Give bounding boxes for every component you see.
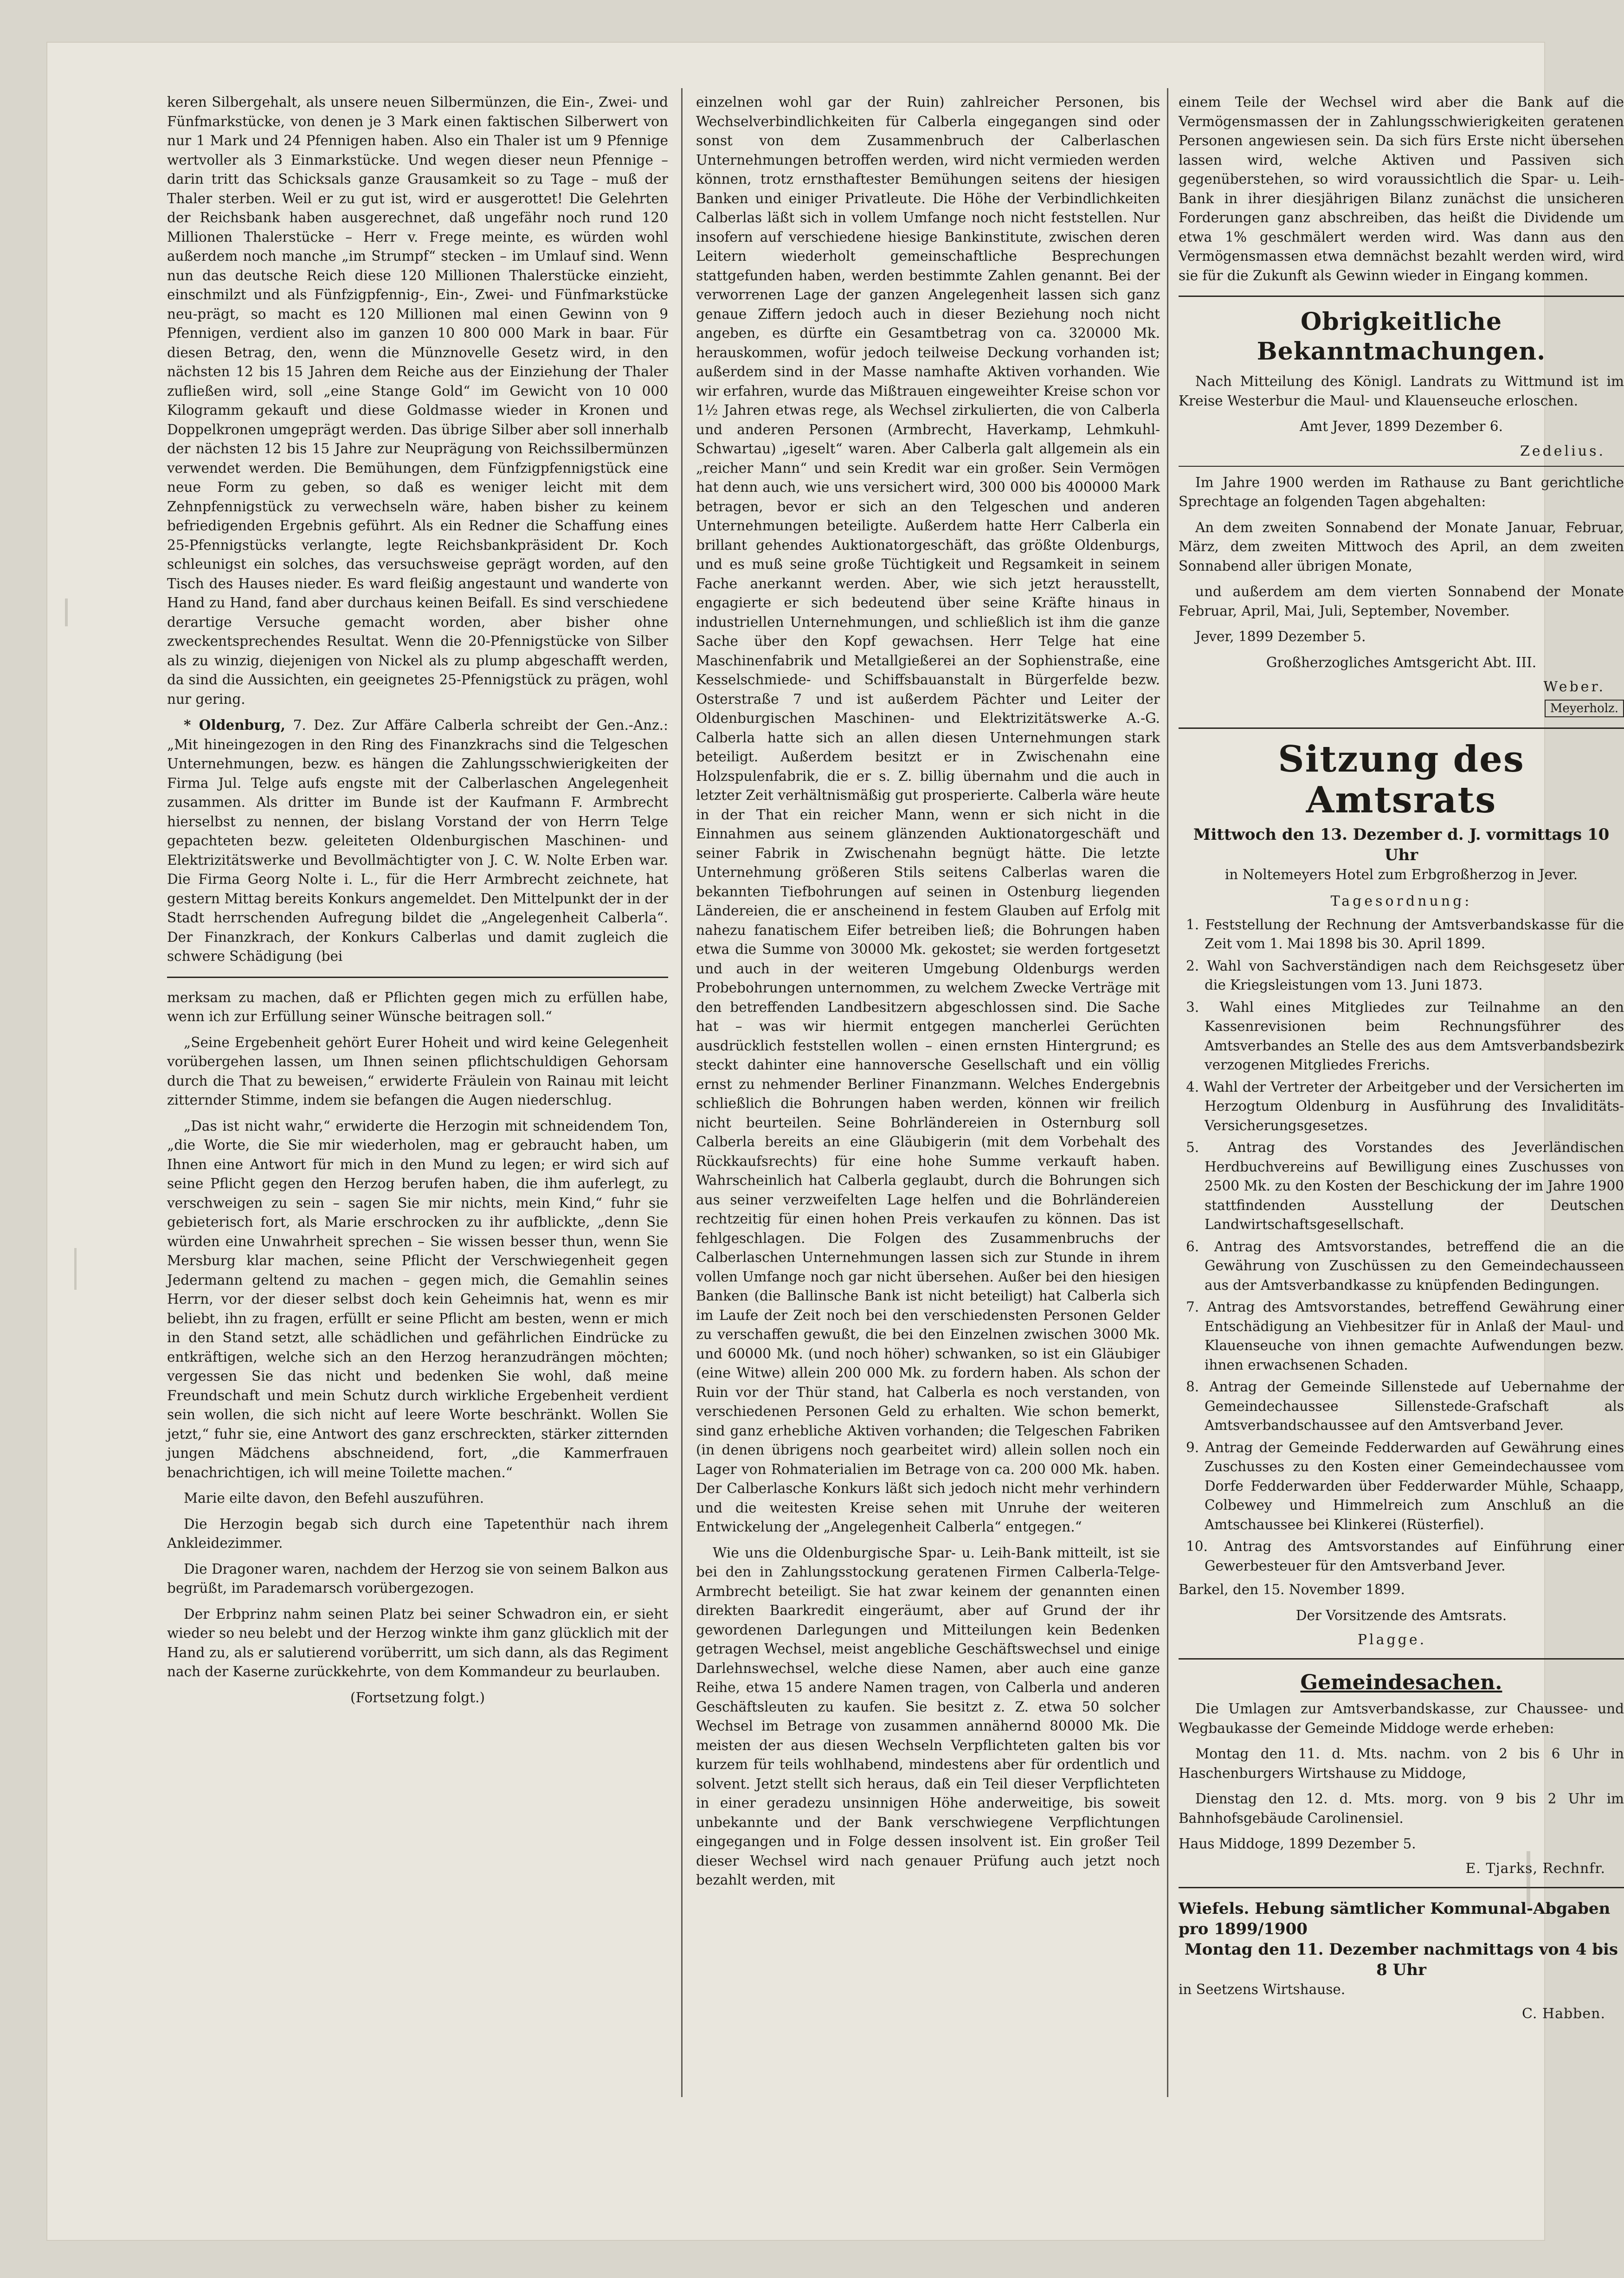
agenda-heading: Tagesordnung: xyxy=(1330,893,1472,909)
continuation-note: (Fortsetzung folgt.) xyxy=(350,1689,485,1705)
column-2 xyxy=(696,93,1160,1897)
newspaper-page xyxy=(46,42,1624,2241)
agenda-item: 9. Antrag der Gemeinde Fedderwarden auf Gewährung eines Zuschusses zu den Kosten einer Gemeindechaussee vom Dorfe Fedderwarden über Fedderwarder Mühle, Schaapp, Colbewey und Himmelreich zum Anschluß an die Amtschaussee bei Klinkerei (Rüsterfiel). xyxy=(1186,1439,1624,1532)
agenda-item: 10. Antrag des Amtsvorstandes auf Einführung einer Gewerbesteuer für den Amtsverband Jever. xyxy=(1186,1538,1624,1574)
gemeinde-text: Die Umlagen zur Amtsverbandskasse, zur Chaussee- und Wegbaukasse der Gemeinde Middoge werde erheben: xyxy=(1179,1701,1624,1736)
session-signature: Plagge. xyxy=(1357,1632,1427,1648)
gemeinde-text: Montag den 11. d. Mts. nachm. von 2 bis 6 Uhr in Haschenburgers Wirtshause zu Middoge, xyxy=(1179,1746,1624,1781)
notice-date: Jever, 1899 Dezember 5. xyxy=(1195,629,1366,644)
section-divider xyxy=(167,977,668,978)
column-rule xyxy=(1167,88,1168,2097)
agenda-item: 3. Wahl eines Mitgliedes zur Teilnahme an den Kassenrevisionen beim Rechnungsführer des Amtsverbandes an Stelle des aus dem Amtsverbandsbezirk verzogenen Mitgliedes Frerichs. xyxy=(1186,999,1624,1073)
gemeinde-signature: E. Tjarks, Rechnfr. xyxy=(1465,1860,1605,1877)
notice-text: Nach Mitteilung des Königl. Landrats zu Wittmund ist im Kreise Westerbur die Maul- und Klauenseuche erloschen. xyxy=(1179,373,1624,409)
article-paragraph: einem Teile der Wechsel wird aber die Bank auf die Vermögensmassen der in Zahlungsschwierigkeiten geratenen Personen angewiesen sein. Da sich fürs Erste nicht übersehen lassen wird, welche Aktiven und Passiven sich gegenüberstehen, so wird voraussichtlich die Spar- u. Leih-Bank in ihrer diesjährigen Bilanz zunächst die unsicheren Forderungen ganz abschreiben, das heißt die Dividende um etwa 1% geschmälert werden wird. Was dann aus den Vermögensmassen etwa demnächst bezahlt werden wird, wird sie für die Zukunft als Gewinn wieder in Eingang kommen. xyxy=(1179,94,1624,283)
agenda-item: 2. Wahl von Sachverständigen nach dem Reichsgesetz über die Kriegsleistungen vom 13. Juni 1873. xyxy=(1186,958,1624,993)
notice-signature: Weber. xyxy=(1543,679,1605,695)
paper-speck xyxy=(65,598,68,626)
serial-paragraph: Die Herzogin begab sich durch eine Tapetenthür nach ihrem Ankleidezimmer. xyxy=(167,1516,668,1551)
session-chair: Der Vorsitzende des Amtsrats. xyxy=(1295,1607,1507,1623)
agenda-item: 6. Antrag des Amtsvorstandes, betreffend die an die Gewährung von Zuschüssen zu den Gemeindechausseen aus der Amtsverbandkasse zu knüpfenden Bedingungen. xyxy=(1186,1238,1624,1293)
section-divider xyxy=(1179,296,1624,297)
agenda-item: 4. Wahl der Vertreter der Arbeitgeber und der Versicherten im Herzogtum Oldenburg in Ausführung des Invaliditäts-Versicherungsgesetzes. xyxy=(1186,1079,1624,1133)
gemeinde-text: Dienstag den 12. d. Mts. morg. von 9 bis 2 Uhr im Bahnhofsgebäude Carolinensiel. xyxy=(1179,1791,1624,1826)
wiefels-datetime: Montag den 11. Dezember nachmittags von 4 bis 8 Uhr xyxy=(1184,1940,1618,1979)
article-byline: * Oldenburg, xyxy=(184,717,286,733)
serial-paragraph: Der Erbprinz nahm seinen Platz bei seiner Schwadron ein, er sieht wieder so neu belebt und der Herzog winkte ihm ganz glücklich mit der Hand zu, als er salutierend vorüberritt, um sich dann, als das Regiment nach der Kaserne zurückkehrte, von dem Kommandeur zu beurlauben. xyxy=(167,1606,668,1680)
section-divider xyxy=(1179,1658,1624,1660)
article-paragraph: Wie uns die Oldenburgische Spar- u. Leih-Bank mitteilt, ist sie bei den in Zahlungsstockung geratenen Firmen Calberla-Telge-Armbrecht beteiligt. Sie hat zwar keinem der genannten einen direkten Baarkredit eingeräumt, aber auf Grund der ihr gewordenen Darlegungen und Mitteilungen kein Bedenken getragen Wechsel, meist angebliche Geschäftswechsel und einige Darlehnswechsel, welche diese Namen, aber auch eine ganze Reihe, etwa 15 andere Namen tragen, von Calberla und anderen Geschäftsleuten zu kaufen. Sie besitzt z. Z. etwa 50 solcher Wechsel im Betrage von zusammen annähernd 80000 Mk. Die meisten der aus diesen Wechseln Verpflichteten galten bis vor kurzem für teils wohlhabend, mindestens aber für ordentlich und solvent. Jetzt stellt sich heraus, daß ein Teil dieser Verpflichteten in einer geradezu unsinnigen Höhe anderweitige, bis soweit unbekannte und der Bank verschwiegene Verpflichtungen eingegangen und in Folge dessen insolvent ist. Ein großer Teil dieser Wechsel wird nach genauer Prüfung auch jetzt noch bezahlt werden, mit xyxy=(696,1544,1160,1888)
printer-stamp: Meyerholz. xyxy=(1545,700,1624,717)
article-paragraph: 7. Dez. Zur Affäre Calberla schreibt der Gen.-Anz.: „Mit hineingezogen in den Ring des Finanzkrachs sind die Telgeschen Unternehmungen, bezw. es hängen die Zahlungsschwierigkeiten der Firma Jul. Telge aufs engste mit der Calberlaschen Angelegenheit zusammen. Als dritter im Bunde ist der Kaufmann F. Armbrecht hierselbst zu nennen, der bislang Vorstand der von Herrn Telge gepachteten bezw. geleiteten Oldenburgischen Maschinen- und Elektrizitätswerke und Bevollmächtigter von J. C. W. Nolte Erben war. Die Firma Georg Nolte i. L., für die Herr Armbrecht zeichnete, hat gestern Mittag bereits Konkurs angemeldet. Den Mittelpunkt der in der Stadt herrschenden Aufregung bildet die „Angelegenheit Calberla“. Der Finanzkrach, der Konkurs Calberlas und damit zugleich die schwere Schädigung (bei xyxy=(167,717,668,964)
notice-text: Im Jahre 1900 werden im Rathause zu Bant gerichtliche Sprechtage an folgenden Tagen abgehalten: xyxy=(1179,474,1624,509)
section-divider xyxy=(1179,466,1624,467)
gemeinde-date: Haus Middoge, 1899 Dezember 5. xyxy=(1179,1836,1416,1852)
wiefels-heading: Wiefels. Hebung sämtlicher Kommunal-Abgaben pro 1899/1900 xyxy=(1179,1899,1611,1938)
column-rule xyxy=(681,88,683,2097)
wiefels-signature: C. Habben. xyxy=(1521,2006,1605,2022)
session-heading: Sitzung des Amtsrats xyxy=(1278,738,1525,821)
article-paragraph: einzelnen wohl gar der Ruin) zahlreicher Personen, bis Wechselverbindlichkeiten für Calberla eingegangen sind oder sonst von dem Zusammenbruch der Calberlaschen Unternehmungen betroffen werden, wird nicht vermieden werden können, trotz ernsthaftester Bemühungen seitens der hiesigen Banken und einiger Privatleute. Die Höhe der Verbindlichkeiten Calberlas läßt sich in vollem Umfange noch nicht feststellen. Nur insofern auf verschiedene hiesige Bankinstitute, zwischen deren Leitern wiederholt gemeinschaftliche Besprechungen stattgefunden haben, werden bestimmte Zahlen genannt. Bei der verworrenen Lage der ganzen Angelegenheit lassen sich ganz genaue Ziffern jedoch auch in dieser Beziehung noch nicht angeben, es dürfte ein Gesamtbetrag von ca. 320000 Mk. herauskommen, wofür jedoch teilweise Deckung vorhanden ist; außerdem sind in der Masse namhafte Aktiven vorhanden. Wie wir erfahren, wurde das Mißtrauen eingeweihter Kreise schon vor 1½ Jahren etwas rege, als Wechsel zirkulierten, die von Calberla und anderen Personen (Armbrecht, Haverkamp, Lehmkuhl-Schwartau) „igeselt“ waren. Aber Calberla galt allgemein als ein „reicher Mann“ und sein Kredit war ein großer. Sein Vermögen hat denn auch, wie uns versichert wird, 300 000 bis 400000 Mark betragen, bevor er sich an den Telgeschen und anderen Unternehmungen beteiligte. Außerdem hatte Herr Calberla ein brillant gehendes Auktionatorgeschäft, das größte Oldenburgs, und es muß seine große Tüchtigkeit und Regsamkeit in seinem Fache anerkannt werden. Aber, wie sich jetzt herausstellt, engagierte er sich bedeutend über seine Kräfte hinaus in industriellen Unternehmungen, und schließlich ist ihm die ganze Sache über den Kopf gewachsen. Herr Telge hat eine Maschinenfabrik und Metallgießerei an der Sophienstraße, eine Kesselschmiede- und Schiffsbauanstalt in Bürgerfelde bezw. Osterstraße 7 und ist außerdem Pächter und Leiter der Oldenburgischen Maschinen- und Elektrizitätswerke A.-G. Calberla hatte sich an allen diesen Unternehmungen stark beteiligt. Außerdem besitzt er in Zwischenahn eine Holzspulenfabrik, die er s. Z. billig übernahm und die auch in letzter Zeit verhältnismäßig gut prosperierte. Calberla wäre heute in der That ein reicher Mann, wenn er sich nicht in die Einnahmen aus seinem glänzenden Auktionatorgeschäft und seiner Fabrik in Zwischenahn begnügt hätte. Die letzte Unternehmung größeren Stils seitens Calberlas waren die bekannten Tiefbohrungen auf seinen in Ostenburg liegenden Ländereien, die er anscheinend in festem Glauben auf Erfolg mit nahezu fanatischem Eifer betreiben ließ; die Bohrungen haben etwa die Summe von 30000 Mk. gekostet; sie werden fortgesetzt und auch in der weiteren Umgebung Oldenburgs werden Probebohrungen unternommen, zu welchem Zwecke Verträge mit den betreffenden Landbesitzern abgeschlossen sind. Die Sache hat – was wir hiermit entgegen mancherlei Gerüchten ausdrücklich feststellen wollen – einen ernsten Hintergrund; es steckt dahinter eine hannoversche Gesellschaft und ein völlig ernst zu nehmender Berliner Finanzmann. Welches Endergebnis schließlich die Bohrungen haben werden, können wir freilich nicht beurteilen. Seine Bohrländereien in Osternburg soll Calberla bereits an eine Gläubigerin (mit dem Vorbehalt des Rückkaufsrechts) für eine hohe Summe verkauft haben. Wahrscheinlich hat Calberla geglaubt, durch die Bohrungen sich aus seiner verzweifelten Lage helfen und die Bohrländereien rechtzeitig für einen hohen Preis verkaufen zu können. Das ist fehlgeschlagen. Die Folgen des Zusammenbruchs der Calberlaschen Unternehmungen lassen sich zur Stunde in ihrem vollen Umfange noch gar nicht übersehen. Außer bei den hiesigen Banken (die Ballinsche Bank ist nicht beteiligt) hat Calberla sich im Laufe der Zeit noch bei den verschiedensten Personen Gelder zu verschaffen gewußt, die bei den Einzelnen zwischen 3000 Mk. und 60000 Mk. (und noch höher) schwanken, so ist ein Gläubiger (eine Witwe) allein 200 000 Mk. zu fordern haben. Als schon der Ruin vor der Thür stand, hat Calberla es noch verstanden, von verschiedenen Personen Geld zu erhalten. Wie schon bemerkt, sind ganz erhebliche Aktiven vorhanden; die Telgeschen Fabriken (in denen übrigens noch gearbeitet wird) allein sollen noch ein Lager von Rohmaterialien im Betrage von ca. 200 000 Mk. haben. Der Calberlasche Konkurs läßt sich jedoch nicht mehr verhindern und die weitesten Kreise sehen mit Unruhe der weiteren Entwickelung der „Angelegenheit Calberla“ entgegen.“ xyxy=(696,94,1160,1535)
gemeinde-heading: Gemeindesachen. xyxy=(1300,1671,1502,1694)
session-datetime: Mittwoch den 13. Dezember d. J. vormittags 10 Uhr xyxy=(1193,825,1610,864)
notice-court: Großherzogliches Amtsgericht Abt. III. xyxy=(1266,654,1537,670)
serial-paragraph: Marie eilte davon, den Befehl auszuführen. xyxy=(184,1490,484,1506)
agenda-item: 5. Antrag des Vorstandes des Jeverländischen Herdbuchvereins auf Bewilligung eines Zuschusses von 2500 Mk. zu den Kosten der Beschickung der im Jahre 1900 stattfindenden Ausstellung der Deutschen Landwirtschaftsgesellschaft. xyxy=(1186,1139,1624,1232)
serial-paragraph: merksam zu machen, daß er Pflichten gegen mich zu erfüllen habe, wenn ich zur Erfüllung seiner Wünsche beitragen soll.“ xyxy=(167,989,668,1024)
paper-speck xyxy=(74,1248,77,1290)
notice-signature: Zedelius. xyxy=(1520,443,1605,459)
notice-text: An dem zweiten Sonnabend der Monate Januar, Februar, März, dem zweiten Mittwoch des April, an dem zweiten Sonnabend aller übrigen Monate, xyxy=(1179,519,1624,574)
column-1 xyxy=(167,93,668,1714)
agenda-item: 7. Antrag des Amtsvorstandes, betreffend Gewährung einer Entschädigung an Viehbesitzer für in Anlaß der Maul- und Klauenseuche von ihnen gemachte Aufwendungen bezw. ihnen erwachsenen Schaden. xyxy=(1186,1299,1624,1373)
column-3 xyxy=(1179,93,1624,2027)
notices-heading: Obrigkeitliche Bekanntmachungen. xyxy=(1257,308,1546,366)
session-location: in Noltemeyers Hotel zum Erbgroßherzog in Jever. xyxy=(1224,867,1578,882)
session-date: Barkel, den 15. November 1899. xyxy=(1179,1582,1405,1597)
paper-speck xyxy=(1527,1851,1530,1907)
agenda-item: 8. Antrag der Gemeinde Sillenstede auf Uebernahme der Gemeindechaussee Sillenstede-Grafschaft als Amtsverbandschaussee auf den Amtsverband Jever. xyxy=(1186,1379,1624,1433)
section-divider xyxy=(1179,727,1624,729)
section-divider xyxy=(1179,1887,1624,1888)
agenda-list xyxy=(1179,915,1624,1576)
notice-date: Amt Jever, 1899 Dezember 6. xyxy=(1299,418,1503,434)
serial-paragraph: „Seine Ergebenheit gehört Eurer Hoheit und wird keine Gelegenheit vorübergehen lassen, um Ihnen seinen pflichtschuldigen Gehorsam durch die That zu beweisen,“ erwiderte Fräulein von Rainau mit leicht zitternder Stimme, indem sie befangen die Augen niederschlug. xyxy=(167,1034,668,1108)
notice-text: und außerdem am dem vierten Sonnabend der Monate Februar, April, Mai, Juli, September, November. xyxy=(1179,584,1624,619)
serial-paragraph: Die Dragoner waren, nachdem der Herzog sie von seinem Balkon aus begrüßt, im Parademarsch vorübergezogen. xyxy=(167,1561,668,1596)
article-paragraph: keren Silbergehalt, als unsere neuen Silbermünzen, die Ein-, Zwei- und Fünfmarkstücke, von denen je 3 Mark einen faktischen Silberwert von nur 1 Mark und 24 Pfennigen haben. Also ein Thaler ist um 9 Pfennige wertvoller als 3 Einmarkstücke. Und wegen dieser neun Pfennige – darin tritt das Schicksals ganze Grausamkeit so zu Tage – muß der Thaler sterben. Weil er zu gut ist, wird er ausgerottet! Die Gelehrten der Reichsbank haben ausgerechnet, daß ungefähr noch rund 120 Millionen Thalerstücke – Herr v. Frege meinte, es würden wohl außerdem noch manche „im Strumpf“ stecken – im Umlauf sind. Wenn nun das deutsche Reich diese 120 Millionen Thalerstücke einzieht, einschmilzt und als Fünfzigpfennig-, Ein-, Zwei- und Fünfmarkstücke neu-prägt, so macht es 120 Millionen mal einen Gewinn von 9 Pfennigen, verdient also im ganzen 10 800 000 Mark in baar. Für diesen Betrag, den, wenn die Münznovelle Gesetz wird, in den nächsten 12 bis 15 Jahren dem Reiche aus der Einziehung der Thaler zufließen wird, soll „eine Stange Gold“ im Gewicht von 10 000 Kilogramm gekauft und diese Goldmasse wieder in Kronen und Doppelkronen umgeprägt werden. Das übrige Silber aber soll innerhalb der nächsten 12 bis 15 Jahre zur Neuprägung von Reichssilbermünzen verwendet werden. Die Bemühungen, dem Fünfzigpfennigstück eine neue Form zu geben, so daß es weniger leicht mit dem Zehnpfennigstück zu verwechseln wäre, haben bisher zu keinem befriedigenden Ergebnis geführt. Als ein Redner die Schaffung eines 25-Pfennigstücks verlangte, legte Reichsbankpräsident Dr. Koch schleunigst ein solches, das versuchsweise geprägt worden, auf den Tisch des Hauses nieder. Es ward fleißig angestaunt und wanderte von Hand zu Hand, fand aber durchaus keinen Beifall. Es sind verschiedene derartige Versuche gemacht worden, aber bisher ohne zweckentsprechendes Resultat. Wenn die 20-Pfennigstücke von Silber als zu winzig, diejenigen von Nickel als zu plump abgeschafft werden, da sind die Aussichten, ein geeignetes 25-Pfennigstück zu prägen, wohl nur gering. xyxy=(167,94,668,707)
serial-paragraph: „Das ist nicht wahr,“ erwiderte die Herzogin mit schneidendem Ton, „die Worte, die Sie mir wiederholen, mag er gebraucht haben, um Ihnen eine Antwort für mich in den Mund zu legen; er wird sich auf seine Pflicht gegen den Herzog berufen haben, die ihm auferlegt, zu verschweigen zu sein – sagen Sie mir nichts, mein Kind,“ fuhr sie gebieterisch fort, als Marie erschrocken zu ihr aufblickte, „denn Sie würden eine Unwahrheit sprechen – Sie wissen besser thun, wenn Sie Mersburg klar machen, seine Pflicht der Verschwiegenheit gegen Jedermann geltend zu machen – gegen mich, die Gemahlin seines Herrn, vor der dieser selbst doch kein Geheimnis hat, wenn es mir beliebt, ihn zu fragen, erfüllt er seine Pflicht am besten, wenn er mich in den Stand setzt, alle schädlichen und gefährlichen Eindrücke zu entkräftigen, welche sich an den Herzog heranzudrängen möchten; vergessen Sie das nicht und bedenken Sie wohl, daß meine Freundschaft und mein Schutz durch wirkliche Ergebenheit verdient sein wollen, die sich nicht auf leere Worte beschränkt. Wollen Sie jetzt,“ fuhr sie, eine Antwort des ganz erschreckten, stärker zitternden jungen Mädchens abschneidend, fort, „die Kammerfrauen benachrichtigen, ich will meine Toilette machen.“ xyxy=(167,1118,668,1480)
agenda-item: 1. Feststellung der Rechnung der Amtsverbandskasse für die Zeit vom 1. Mai 1898 bis 30. April 1899. xyxy=(1186,916,1624,952)
wiefels-location: in Seetzens Wirtshause. xyxy=(1179,1981,1346,1997)
